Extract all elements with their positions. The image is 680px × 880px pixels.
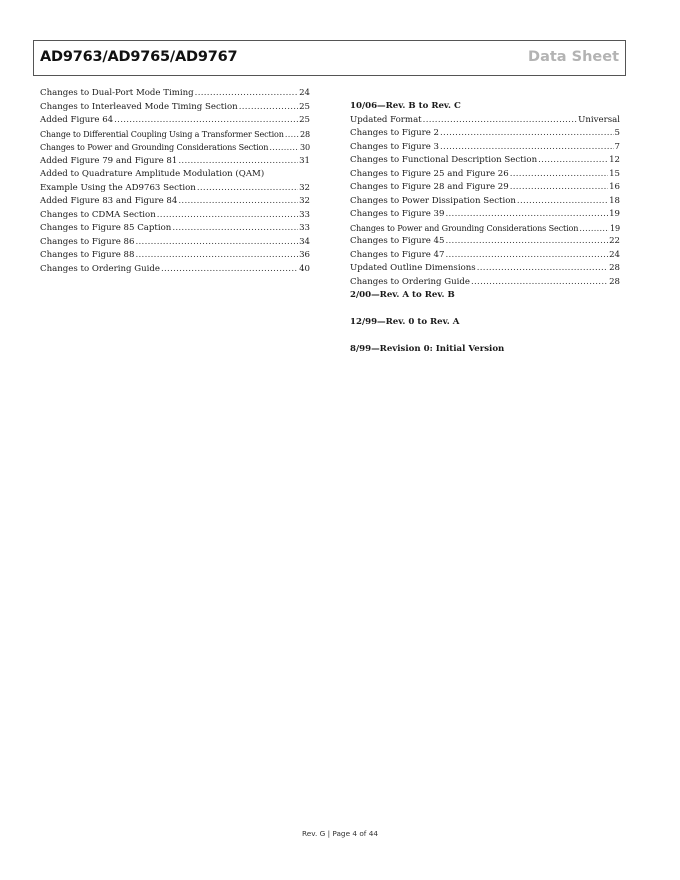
revision-entry: Updated Outline Dimensions ..... 28 [350,262,620,276]
revision-heading: 2/00—Rev. A to Rev. B [350,290,455,300]
revision-heading: 8/99—Revision 0: Initial Version [350,344,505,354]
revision-entry: Changes to Figure 47 ..... 24 [350,249,620,263]
revision-entry: Changes to Figure 85 Caption ..... 33 [40,222,310,236]
revision-entry: Changes to Figure 45 ..... 22 [350,235,620,249]
revision-entry: Changes to CDMA Section ..... 33 [40,209,310,223]
revision-entry: Changes to Power Dissipation Section ..... 18 [350,195,620,209]
revision-entry: Example Using the AD9763 Section ..... 32 [40,182,310,196]
revision-entry: Changes to Figure 88 ..... 36 [40,249,310,263]
revision-entry: Added Figure 64 ..... 25 [40,114,310,128]
revision-entry: Change to Differential Coupling Using a Transformer Section ..... 28 [40,128,310,142]
revision-entry-line: Added to Quadrature Amplitude Modulation (QAM) [40,169,265,179]
revision-entry: Changes to Power and Grounding Considerations Section ..... 19 [350,222,620,236]
revision-entry: Changes to Dual-Port Mode Timing ..... 24 [40,87,310,101]
revision-entry: Changes to Figure 86 ..... 34 [40,236,310,250]
revision-entry: Changes to Ordering Guide ..... 40 [40,263,310,277]
revision-entry: Changes to Figure 39 ..... 19 [350,208,620,222]
revision-history-right-column [350,100,620,357]
revision-heading: 10/06—Rev. B to Rev. C [350,101,461,111]
revision-entry: Changes to Figure 3 ..... 7 [350,141,620,155]
revision-entry: Changes to Ordering Guide ..... 28 [350,276,620,290]
revision-entry: Added Figure 79 and Figure 81 ..... 31 [40,155,310,169]
page-header [33,40,626,76]
revision-entry: Changes to Figure 25 and Figure 26 ..... 15 [350,168,620,182]
revision-history-left-column [40,87,310,276]
revision-entry: Changes to Interleaved Mode Timing Section ..... 25 [40,101,310,115]
revision-entry: Updated Format ..... Universal [350,114,620,128]
revision-entry: Added Figure 83 and Figure 84 ..... 32 [40,195,310,209]
page-footer: Rev. G | Page 4 of 44 [302,829,378,838]
doc-type-label: Data Sheet [528,49,619,65]
revision-entry: Changes to Figure 2 ..... 5 [350,127,620,141]
revision-heading: 12/99—Rev. 0 to Rev. A [350,317,460,327]
revision-entry: Changes to Power and Grounding Considerations Section ..... 30 [40,141,310,155]
revision-entry: Changes to Functional Description Section ..... 12 [350,154,620,168]
part-numbers: AD9763/AD9765/AD9767 [40,49,238,65]
revision-entry: Changes to Figure 28 and Figure 29 ..... 16 [350,181,620,195]
